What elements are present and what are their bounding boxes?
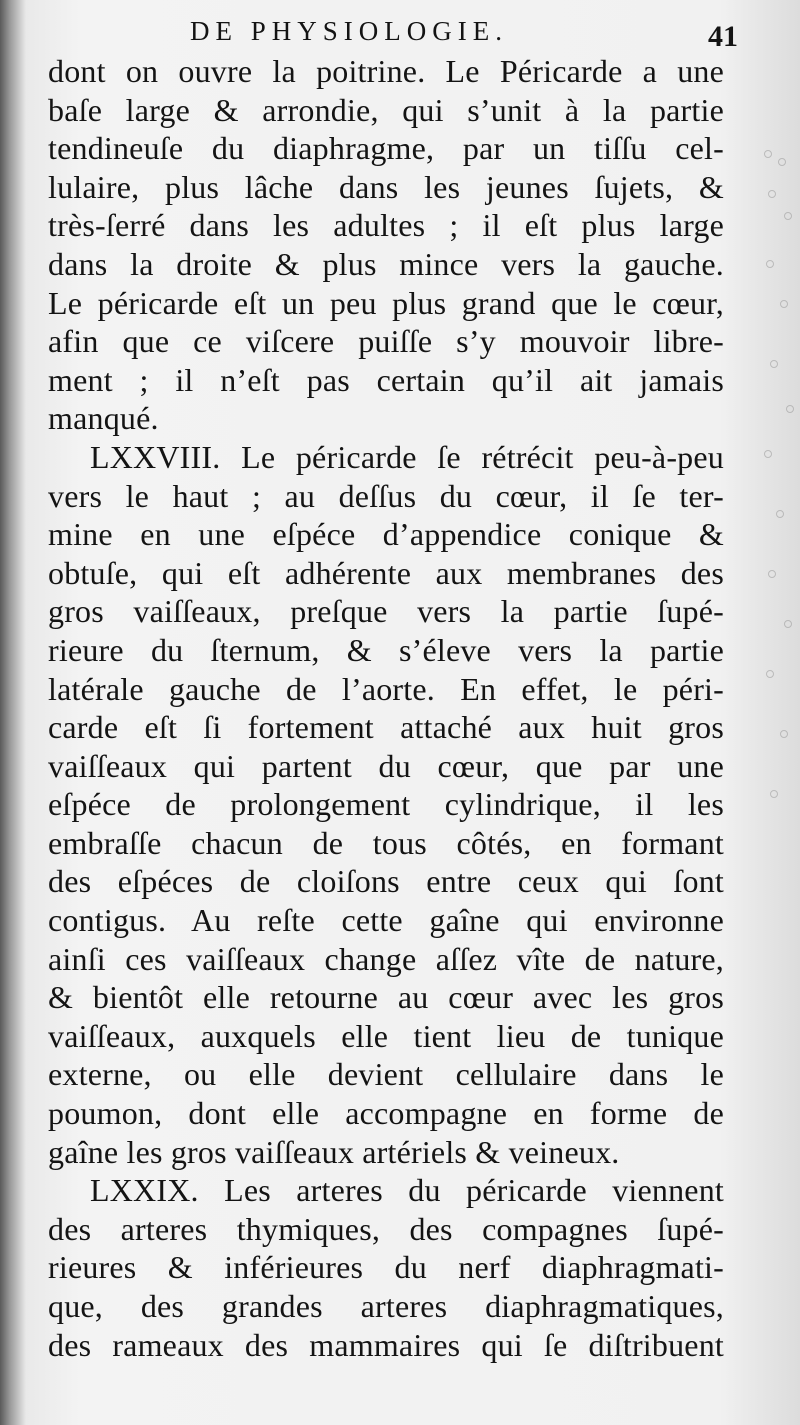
- text-line: que, des grandes arteres diaphragmatiques,: [48, 1288, 724, 1324]
- text-line: carde eſt ſi fortement attaché aux huit gros: [48, 709, 724, 746]
- text-line: vaiſſeaux, auxquels elle tient lieu de tunique: [48, 1017, 724, 1054]
- text-line: contigus. Au reſte cette gaîne qui environne: [48, 902, 724, 939]
- bleed-dot: [764, 450, 772, 458]
- text-line: Le péricarde eſt un peu plus grand que le cœur,: [48, 284, 724, 321]
- text-line: vaiſſeaux qui partent du cœur, que par une: [48, 747, 724, 784]
- bleed-dot: [766, 260, 774, 268]
- text-line: mine en une eſpéce d’appendice conique &: [48, 516, 724, 553]
- bleed-through-marks: [760, 150, 800, 850]
- paragraph-start-line: LXXIX. Les arteres du péricarde viennent: [90, 1172, 724, 1209]
- book-page: [30, 0, 760, 1425]
- text-line: rieures & inférieures du nerf diaphragmati-: [48, 1249, 724, 1286]
- text-line: embraſſe chacun de tous côtés, en formant: [48, 824, 724, 861]
- text-line: & bientôt elle retourne au cœur avec les gros: [48, 979, 724, 1016]
- bleed-dot: [786, 405, 794, 413]
- text-line: tendineuſe du diaphragme, par un tiſſu cel-: [48, 130, 724, 167]
- bleed-dot: [768, 190, 776, 198]
- text-line: manqué.: [48, 400, 159, 437]
- bleed-dot: [780, 300, 788, 308]
- bleed-dot: [776, 510, 784, 518]
- text-line: gros vaiſſeaux, preſque vers la partie ſupé-: [48, 593, 724, 630]
- text-line: dans la droite & plus mince vers la gauche.: [48, 245, 724, 282]
- bleed-dot: [768, 570, 776, 578]
- text-line: eſpéce de prolongement cylindrique, il les: [48, 786, 724, 823]
- text-line: ainſi ces vaiſſeaux change aſſez vîte de nature,: [48, 940, 724, 977]
- text-line: dont on ouvre la poitrine. Le Péricarde a une: [48, 53, 724, 89]
- bleed-dot: [770, 360, 778, 368]
- text-line: rieure du ſternum, & s’éleve vers la partie: [48, 631, 724, 668]
- text-line: des arteres thymiques, des compagnes ſupé-: [48, 1210, 724, 1247]
- body-text: [48, 52, 724, 1364]
- bleed-dot: [770, 790, 778, 798]
- text-line: très-ſerré dans les adultes ; il eſt plus large: [48, 207, 724, 244]
- text-line: ment ; il n’eſt pas certain qu’il ait jamais: [48, 361, 724, 398]
- text-line: lulaire, plus lâche dans les jeunes ſujets, &: [48, 168, 724, 205]
- text-line: des eſpéces de cloiſons entre ceux qui ſont: [48, 863, 724, 900]
- bleed-dot: [784, 212, 792, 220]
- text-line: obtuſe, qui eſt adhérente aux membranes des: [48, 554, 724, 591]
- bleed-dot: [784, 620, 792, 628]
- text-line: afin que ce viſcere puiſſe s’y mouvoir libre-: [48, 323, 724, 360]
- running-head: [30, 16, 738, 56]
- bleed-dot: [780, 730, 788, 738]
- text-line: latérale gauche de l’aorte. En effet, le péri-: [48, 670, 724, 707]
- page-number: 41: [708, 20, 738, 53]
- text-line: externe, ou elle devient cellulaire dans le: [48, 1056, 724, 1093]
- bleed-dot: [766, 670, 774, 678]
- running-title: DE PHYSIOLOGIE.: [190, 16, 508, 46]
- bleed-dot: [764, 150, 772, 158]
- text-line: des rameaux des mammaires qui ſe diſtribuent: [48, 1326, 724, 1363]
- text-line: gaîne les gros vaiſſeaux artériels & veineux.: [48, 1133, 620, 1170]
- text-line: poumon, dont elle accompagne en forme de: [48, 1095, 724, 1132]
- text-line: baſe large & arrondie, qui s’unit à la partie: [48, 91, 724, 128]
- paragraph-start-line: LXXVIII. Le péricarde ſe rétrécit peu-à-peu: [90, 438, 724, 475]
- text-line: vers le haut ; au deſſus du cœur, il ſe ter-: [48, 477, 724, 514]
- bleed-dot: [778, 158, 786, 166]
